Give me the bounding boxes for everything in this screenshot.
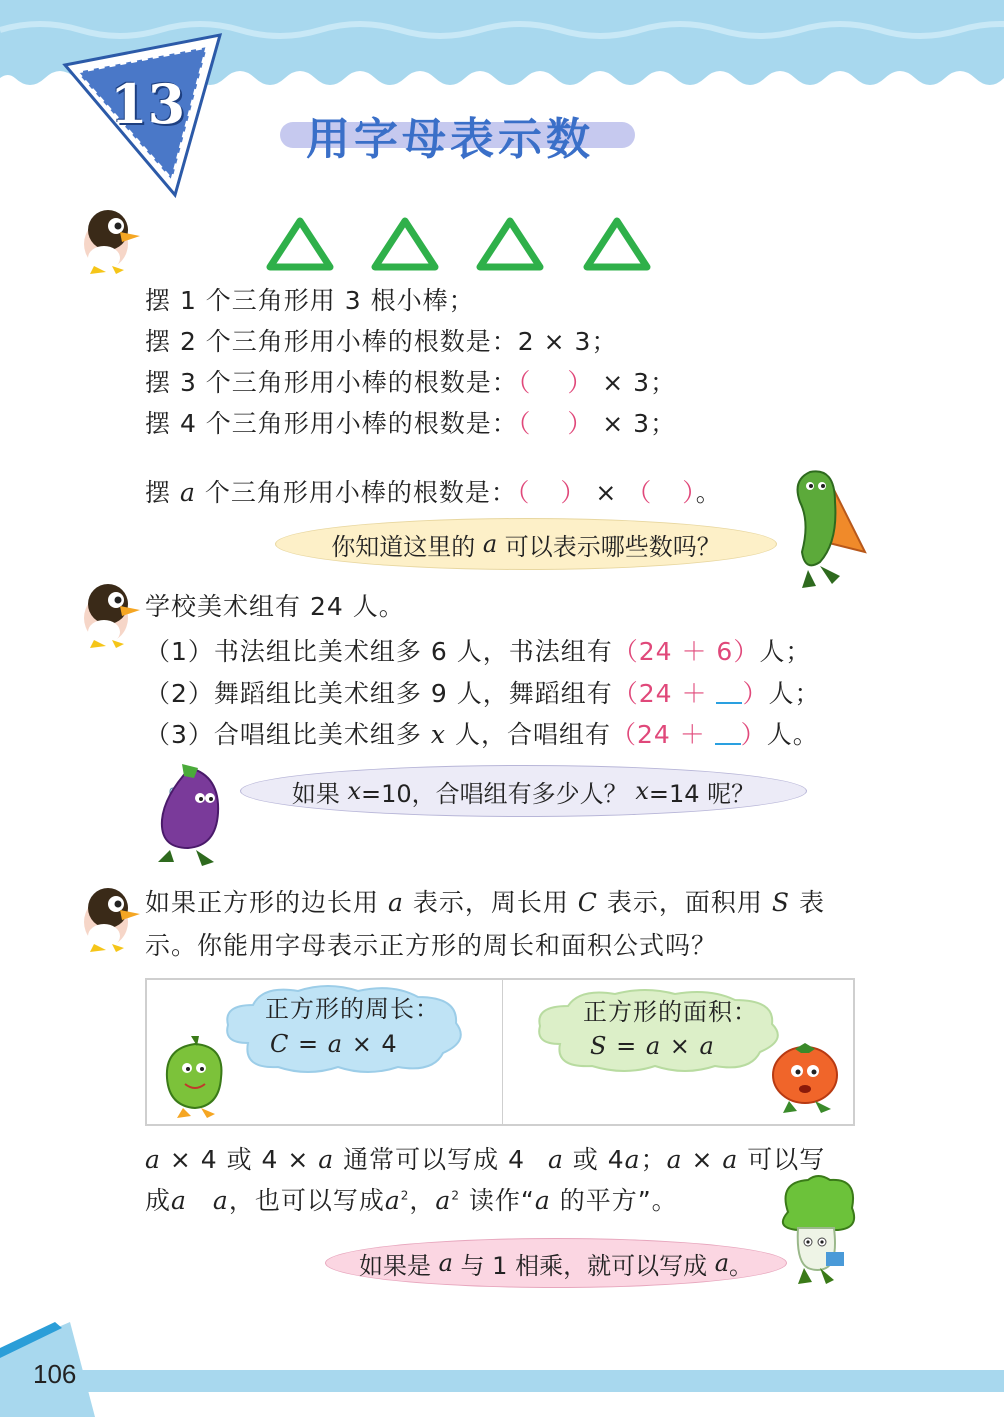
- perimeter-formula: C = a × 4: [270, 1030, 398, 1058]
- blank-close: ）: [567, 368, 594, 397]
- formula-divider: [502, 978, 503, 1126]
- s2-intro: 学校美术组有 24 人。: [145, 592, 405, 621]
- s4-line-1: a × 4 或 4 × a 通常可以写成 4 a 或 4a；a × a 可以写: [145, 1145, 826, 1174]
- pepper-mascot-icon: [155, 1032, 235, 1120]
- s2-item-3: （3）合唱组比美术组多 x 人，合唱组有（24 ＋ ）人。: [145, 720, 819, 749]
- s1-a-line: 摆 a 个三角形用小棒的根数是：（ ） × （ ）。: [145, 478, 722, 507]
- s1-line-3: 摆 3 个三角形用小棒的根数是：（ ） × 3；: [145, 368, 677, 397]
- s1-line-2: 摆 2 个三角形用小棒的根数是：2 × 3；: [145, 327, 618, 356]
- s3-line-2: 示。你能用字母表示正方形的周长和面积公式吗？: [145, 931, 718, 960]
- s3-line-1: 如果正方形的边长用 a 表示，周长用 C 表示，面积用 S 表: [145, 888, 825, 917]
- triangle-3: [480, 221, 540, 267]
- s2-item-1: （1）书法组比美术组多 6 人，书法组有（24 ＋ 6）人；: [145, 637, 812, 666]
- speech-bubble: 如果是 a 与 1 相乘，就可以写成 a 。: [325, 1238, 787, 1288]
- lesson-title: 用字母表示数: [306, 114, 594, 165]
- triangle-2: [375, 221, 435, 267]
- duck-mascot-icon: [76, 200, 142, 276]
- perimeter-label: 正方形的周长：: [265, 995, 440, 1023]
- triangle-4: [587, 221, 647, 267]
- footer-bar: [0, 1370, 1004, 1392]
- area-label: 正方形的面积：: [583, 998, 758, 1026]
- duck-mascot-icon: [76, 878, 142, 954]
- lesson-number: 13: [110, 72, 186, 136]
- s4-line-2: 成a a，也可以写成$a^2$，$a^2$ 读作“a 的平方”。: [145, 1186, 678, 1215]
- eggplant-mascot-icon: [140, 758, 240, 870]
- page-number: 106: [33, 1359, 77, 1389]
- s2-item-2: （2）舞蹈组比美术组多 9 人，舞蹈组有（24 ＋ ）人；: [145, 679, 821, 708]
- speech-bubble: 如果 x =10，合唱组有多少人？ x =14 呢？: [240, 765, 807, 817]
- stick-triangles: [265, 215, 655, 275]
- tomato-mascot-icon: [755, 1035, 855, 1115]
- s1-line-1: 摆 1 个三角形用 3 根小棒；: [145, 286, 475, 315]
- blank-close: ）: [567, 409, 594, 438]
- area-formula: S = a × a: [590, 1032, 715, 1060]
- triangle-1: [270, 221, 330, 267]
- blank-underline: [716, 680, 742, 704]
- blank-open: （: [517, 409, 532, 438]
- speech-bubble: 你知道这里的 a 可以表示哪些数吗？: [275, 518, 777, 570]
- s1-line-4: 摆 4 个三角形用小棒的根数是：（ ） × 3；: [145, 409, 677, 438]
- cabbage-mascot-icon: [768, 1172, 864, 1288]
- blank-open: （: [517, 368, 532, 397]
- blank-underline: [715, 721, 741, 745]
- duck-mascot-icon: [76, 574, 142, 650]
- bean-mascot-icon: [780, 462, 870, 594]
